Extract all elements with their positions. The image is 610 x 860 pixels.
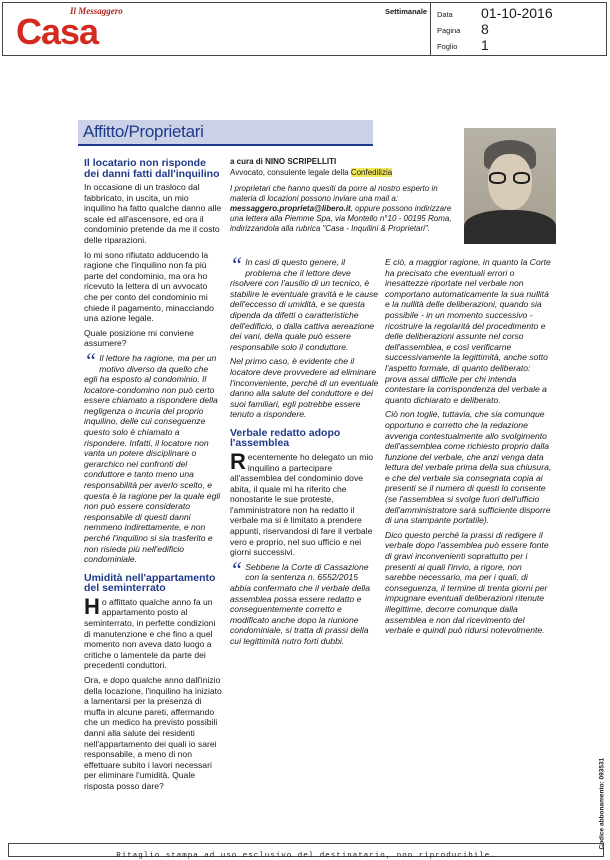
sheet-value: 1	[481, 37, 489, 53]
answer-text: Ciò non toglie, tuttavia, che sia comunque opportuno e corretto che la redazione avvenga contestualmente allo svolgimento dell'assemblea come richiesto proprio dalla funzione del verbale, che anzi venga data lettura del verbale prima della sua chiusura, e che del verbale sia consegnata copia ai presenti se il numero di questi lo consente (se l'assemblea si svolge fuori dell'ufficio dell'amministratore sarà sufficiente disporre di una stampante portatile).	[385, 409, 552, 526]
question-text: Recentemente ho delegato un mio inquilino a partecipare all'assemblea del condominio dove abita, il quale mi ha riferito che nonostante le sue proteste, l'amministratore non ha redatto il verbale ma si è limitato a prendere appunti, riservandosi di fare il verbale vero e proprio, nel suo ufficio e nei giorni successivi.	[230, 448, 374, 558]
page-footer	[8, 843, 604, 860]
publication-logo	[12, 6, 162, 54]
section-title-bar	[78, 120, 373, 146]
periodicity: Settimanale	[385, 7, 428, 16]
section-2-title: Umidità nell'appartamento del seminterrato	[84, 571, 216, 595]
column-1	[84, 158, 222, 795]
column-3	[385, 257, 553, 640]
section-title: Affitto/Proprietari	[83, 122, 204, 141]
answer-text: “ In casi di questo genere, il problema che il lettore deve risolvere con l'ausilio di un tecnico, è stabilire le eventuale gravità e le cause dell'eccesso di umidità, e se questa dipenda da difetti o caratteristiche dell'edificio, o dalla cattiva aereazione dei vani, della quale può essere responsabile solo il conduttore.	[230, 252, 379, 352]
page-row	[437, 21, 607, 37]
sheet-label: Foglio	[437, 42, 458, 51]
question-text: Ho affittato qualche anno fa un appartamento posto al seminterrato, in perfette condizioni di manutenzione e che fino a quel momento non aveva dato luogo a critiche o lamentele da parte dei precedenti conduttori.	[84, 593, 216, 671]
quote-icon: “	[84, 347, 97, 373]
drop-cap: R	[230, 448, 246, 474]
page-value: 8	[481, 21, 489, 37]
author-organization: Confedilizia	[350, 168, 393, 177]
page-header	[0, 0, 610, 58]
section-3-title: Verbale redatto adopo l'assemblea	[230, 426, 341, 450]
date-value: 01-10-2016	[481, 5, 553, 21]
subscription-code: Codice abbonamento: 093531	[598, 757, 606, 850]
glasses-graphic	[489, 172, 531, 184]
page-label: Pagina	[437, 26, 461, 35]
drop-cap: H	[84, 593, 100, 619]
author-photo	[464, 128, 556, 244]
question-text: Io mi sono rifiutato adducendo la ragione che l'inquilino non fa più parte del condominio, ma ora ho ricevuto la lettera di un avvocato che per conto del condominio mi chiede il pagamento, minacciando una azione legale.	[84, 249, 214, 324]
section-1-title: Il locatario non risponde dei danni fatti dall'inquilino	[84, 157, 220, 180]
quote-icon: “	[230, 252, 243, 277]
quote-icon: “	[230, 556, 243, 582]
answer-text: Nel primo caso, è evidente che il locatore deve provvedere ad eliminare l'inconveniente, perché di un eventuale danno alla salute del conduttore e dei suoi familiari, egli potrebbe essere tenuto a rispondere.	[230, 356, 379, 420]
footer-notice: Ritaglio stampa ad uso esclusivo del destinatario, non riproducibile.	[116, 852, 496, 860]
header-info-box	[430, 3, 607, 55]
question-text: Quale posizione mi conviene assumere?	[84, 327, 194, 349]
contact-email: messaggero.proprieta@libero.it	[230, 204, 351, 213]
logo-title: Casa	[16, 11, 99, 52]
logo-subtitle: Il Messaggero	[70, 6, 123, 16]
date-label: Data	[437, 10, 453, 19]
author-credit	[230, 157, 460, 177]
answer-text: “ Sebbene la Corte di Cassazione con la sentenza n. 6552/2015 abbia confermato che il verbale della assemblea possa essere redatto e conseguentemente corretto e modificato anche dopo la riunione condominiale, si tratta di prassi della cui legittimità nutro forti dubbi.	[230, 556, 370, 646]
column-2	[230, 252, 380, 651]
article	[78, 120, 558, 791]
answer-text: Dico questo perché la prassi di redigere il verbale dopo l'assemblea può essere fonte di gravi inconvenienti soprattutto per i presenti ai quali l'invio, a rigore, non sarebbe necessario, ma per i quali, di conseguenza, il termine di trenta giorni per impugnare eventuali deliberazioni ritenute illegittime, decorre comunque dalla assemblea e non dal ricevimento del verbale e quindi può ridursi notevolmente.	[385, 529, 549, 636]
answer-text: “ Il lettore ha ragione, ma per un motivo diverso da quello che egli ha esposto al condominio. Il locatore-condomino non può certo essere chiamato a rispondere della negligenza o incuria del proprio inquilino, delle cui conseguenze questo solo è chiamato a rispondere. Infatti, il locatore non vanta un potere disciplinare o gerarchico nei confronti del conduttore e tanto meno una responsabilità per averlo scelto, e questa è la ragione per la quale egli non può essere considerato responsabile di questi danni nemmeno indirettamente, e non perché l'inquilino si sia trasferito e non risieda più nell'edificio condominiale.	[84, 347, 221, 565]
answer-text: E ciò, a maggior ragione, in quanto la Corte ha precisato che eventuali errori o inesattezze riportate nel verbale non comportano automaticamente la sua nullità e la nullità delle deliberazioni, quando sia possibile - in un momento successivo - ricostruire la regolarità del procedimento e delle deliberazioni assunte nel corso dell'assemblea, e così verificarne successivamente la legittimità, anche sotto l'aspetto formale, di quanto deliberato: prova assai difficile per chi intenda contestare la corrispondenza del verbale a quanto dichiarato e deliberato.	[385, 257, 551, 405]
column-intro: I proprietari che hanno quesiti da porre al nostro esperto in materia di locazioni possono inviare una mail a: messaggero.proprieta@libero.it, oppure possono indirizzare una lettera alla Piemme Spa, via Montello n°10 - 00195 Roma, indirizzandola alla rubrica "Casa - Inquilini & Proprietari".	[230, 184, 452, 233]
sheet-row	[437, 37, 607, 53]
question-text: Ora, e dopo qualche anno dall'inizio della locazione, l'inquilino ha iniziato a lamentarsi per la presenza di muffa in alcune pareti, affermando che un medico ha previsto possibili danni alla salute dei residenti nell'appartamento dei quali io sarei responsabile, a meno di non effettuare subito i lavori necessari per eliminare l'umidità. Quale risposta posso dare?	[84, 674, 222, 791]
question-text: In occasione di un trasloco dal fabbricato, in uscita, un mio inquilino ha fatto qualche danno alle scale ed all'ascensore, ed ora il condominio pretende da me il costo delle riparazioni.	[84, 182, 222, 245]
curated-by: a cura di NINO SCRIPELLITI	[230, 157, 337, 166]
date-row	[437, 5, 607, 21]
author-role: Avvocato, consulente legale della Confedilizia	[230, 168, 393, 177]
